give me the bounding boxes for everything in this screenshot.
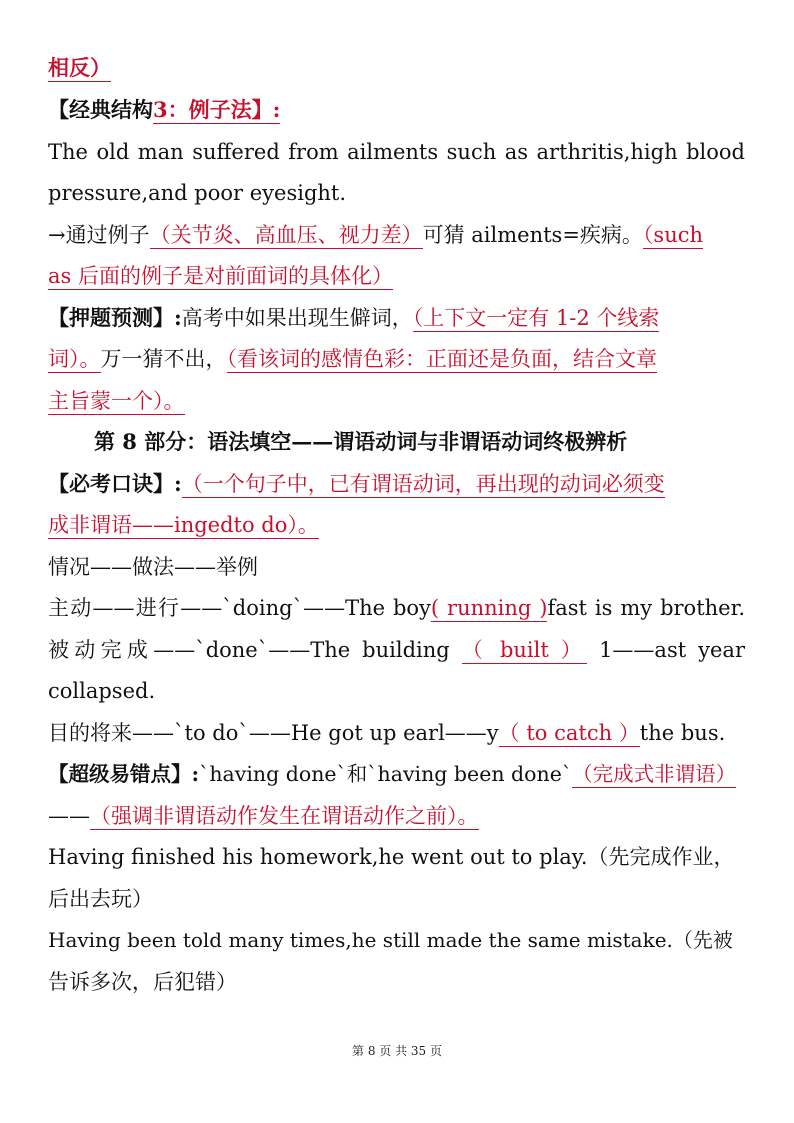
section-label: 【押题预测】: (48, 305, 182, 330)
section-label: 【经典结构 (48, 97, 153, 122)
text-line-9 (48, 386, 185, 416)
text-line-15 (48, 635, 745, 665)
body-text: 被动完成——`done`——The building (48, 638, 450, 662)
example-sentence: Having finished his homework,he went out to play.（先完成作业， (48, 845, 735, 869)
page-number-footer: 第 8 页 共 35 页 (352, 1044, 442, 1058)
text-line-17 (48, 718, 725, 748)
red-annotation: 主旨蒙一个）。 (48, 389, 185, 413)
body-text: 高考中如果出现生僻词， (181, 306, 413, 330)
red-answer: （ to catch ） (498, 721, 640, 745)
text-line-11 (48, 469, 665, 499)
red-annotation: （强调非谓语动作发生在谓语动作之前）。 (90, 804, 479, 828)
red-annotation: （一个句子中，已有谓语动词，再出现的动词必须变 (181, 472, 665, 496)
text-line-5 (48, 220, 703, 250)
body-text: 1——ast year (599, 638, 745, 662)
text-line-1 (48, 53, 111, 83)
text-line-21 (48, 884, 153, 914)
red-annotation: （看该词的感情色彩：正面还是负面，结合文章 (226, 347, 657, 371)
text-line-6 (48, 261, 393, 291)
red-annotation: （关节炎、高血压、视力差） (149, 223, 423, 247)
body-text: fast is my brother. (547, 596, 745, 620)
body-text: collapsed. (48, 679, 156, 703)
text-line-23 (48, 967, 237, 997)
red-annotation: （上下文一定有 1-2 个线索 (412, 306, 660, 330)
body-text: 可猜 ailments=疾病。 (422, 223, 643, 247)
text-line-16 (48, 676, 155, 706)
red-annotation: 相反） (48, 55, 111, 80)
text-line-4 (48, 178, 346, 208)
body-text: `having done`和`having been done` (199, 762, 573, 786)
translation-text: 告诉多次，后犯错） (48, 970, 237, 994)
text-line-8 (48, 344, 657, 374)
body-text: —— (48, 804, 90, 828)
example-sentence: pressure,and poor eyesight. (48, 181, 347, 205)
section-label: 【超级易错点】: (48, 762, 200, 786)
section-label: 【必考口诀】: (48, 471, 182, 496)
red-annotation: （such (642, 223, 704, 247)
red-annotation: as 后面的例子是对前面词的具体化） (48, 264, 393, 288)
text-line-13 (48, 552, 258, 582)
text-line-20 (48, 842, 735, 872)
text-line-3 (48, 137, 745, 167)
red-annotation: 3：例子法】: (153, 97, 281, 122)
body-text: 主动——进行——`doing`——The boy (48, 596, 431, 620)
red-annotation: （完成式非谓语） (572, 762, 737, 786)
text-line-2 (48, 95, 280, 125)
text-line-14 (48, 593, 745, 623)
red-answer: ( running ) (430, 596, 548, 620)
body-text: →通过例子 (48, 223, 150, 247)
text-line-7 (48, 303, 659, 333)
body-text: 万一猜不出， (100, 347, 227, 371)
red-answer: （ built ） (461, 638, 588, 662)
text-line-19 (48, 801, 479, 831)
red-annotation: 成非谓语——ingedto do）。 (48, 513, 319, 537)
text-line-18 (48, 759, 736, 789)
red-annotation: 词）。 (48, 347, 101, 371)
text-line-12 (48, 510, 319, 540)
body-text: the bus. (639, 721, 726, 745)
example-sentence: The old man suffered from ailments such as arthritis,high blood (48, 140, 745, 164)
translation-text: 后出去玩） (48, 887, 153, 911)
body-text: 情况——做法——举例 (48, 555, 258, 579)
section-heading: 第 8 部分：语法填空——谓语动词与非谓语动词终极辨析 (94, 429, 628, 454)
text-line-22 (48, 925, 733, 955)
body-text: 目的将来——`to do`——He got up earl——y (48, 721, 499, 745)
example-sentence: Having been told many times,he still made the same mistake.（先被 (48, 928, 733, 952)
